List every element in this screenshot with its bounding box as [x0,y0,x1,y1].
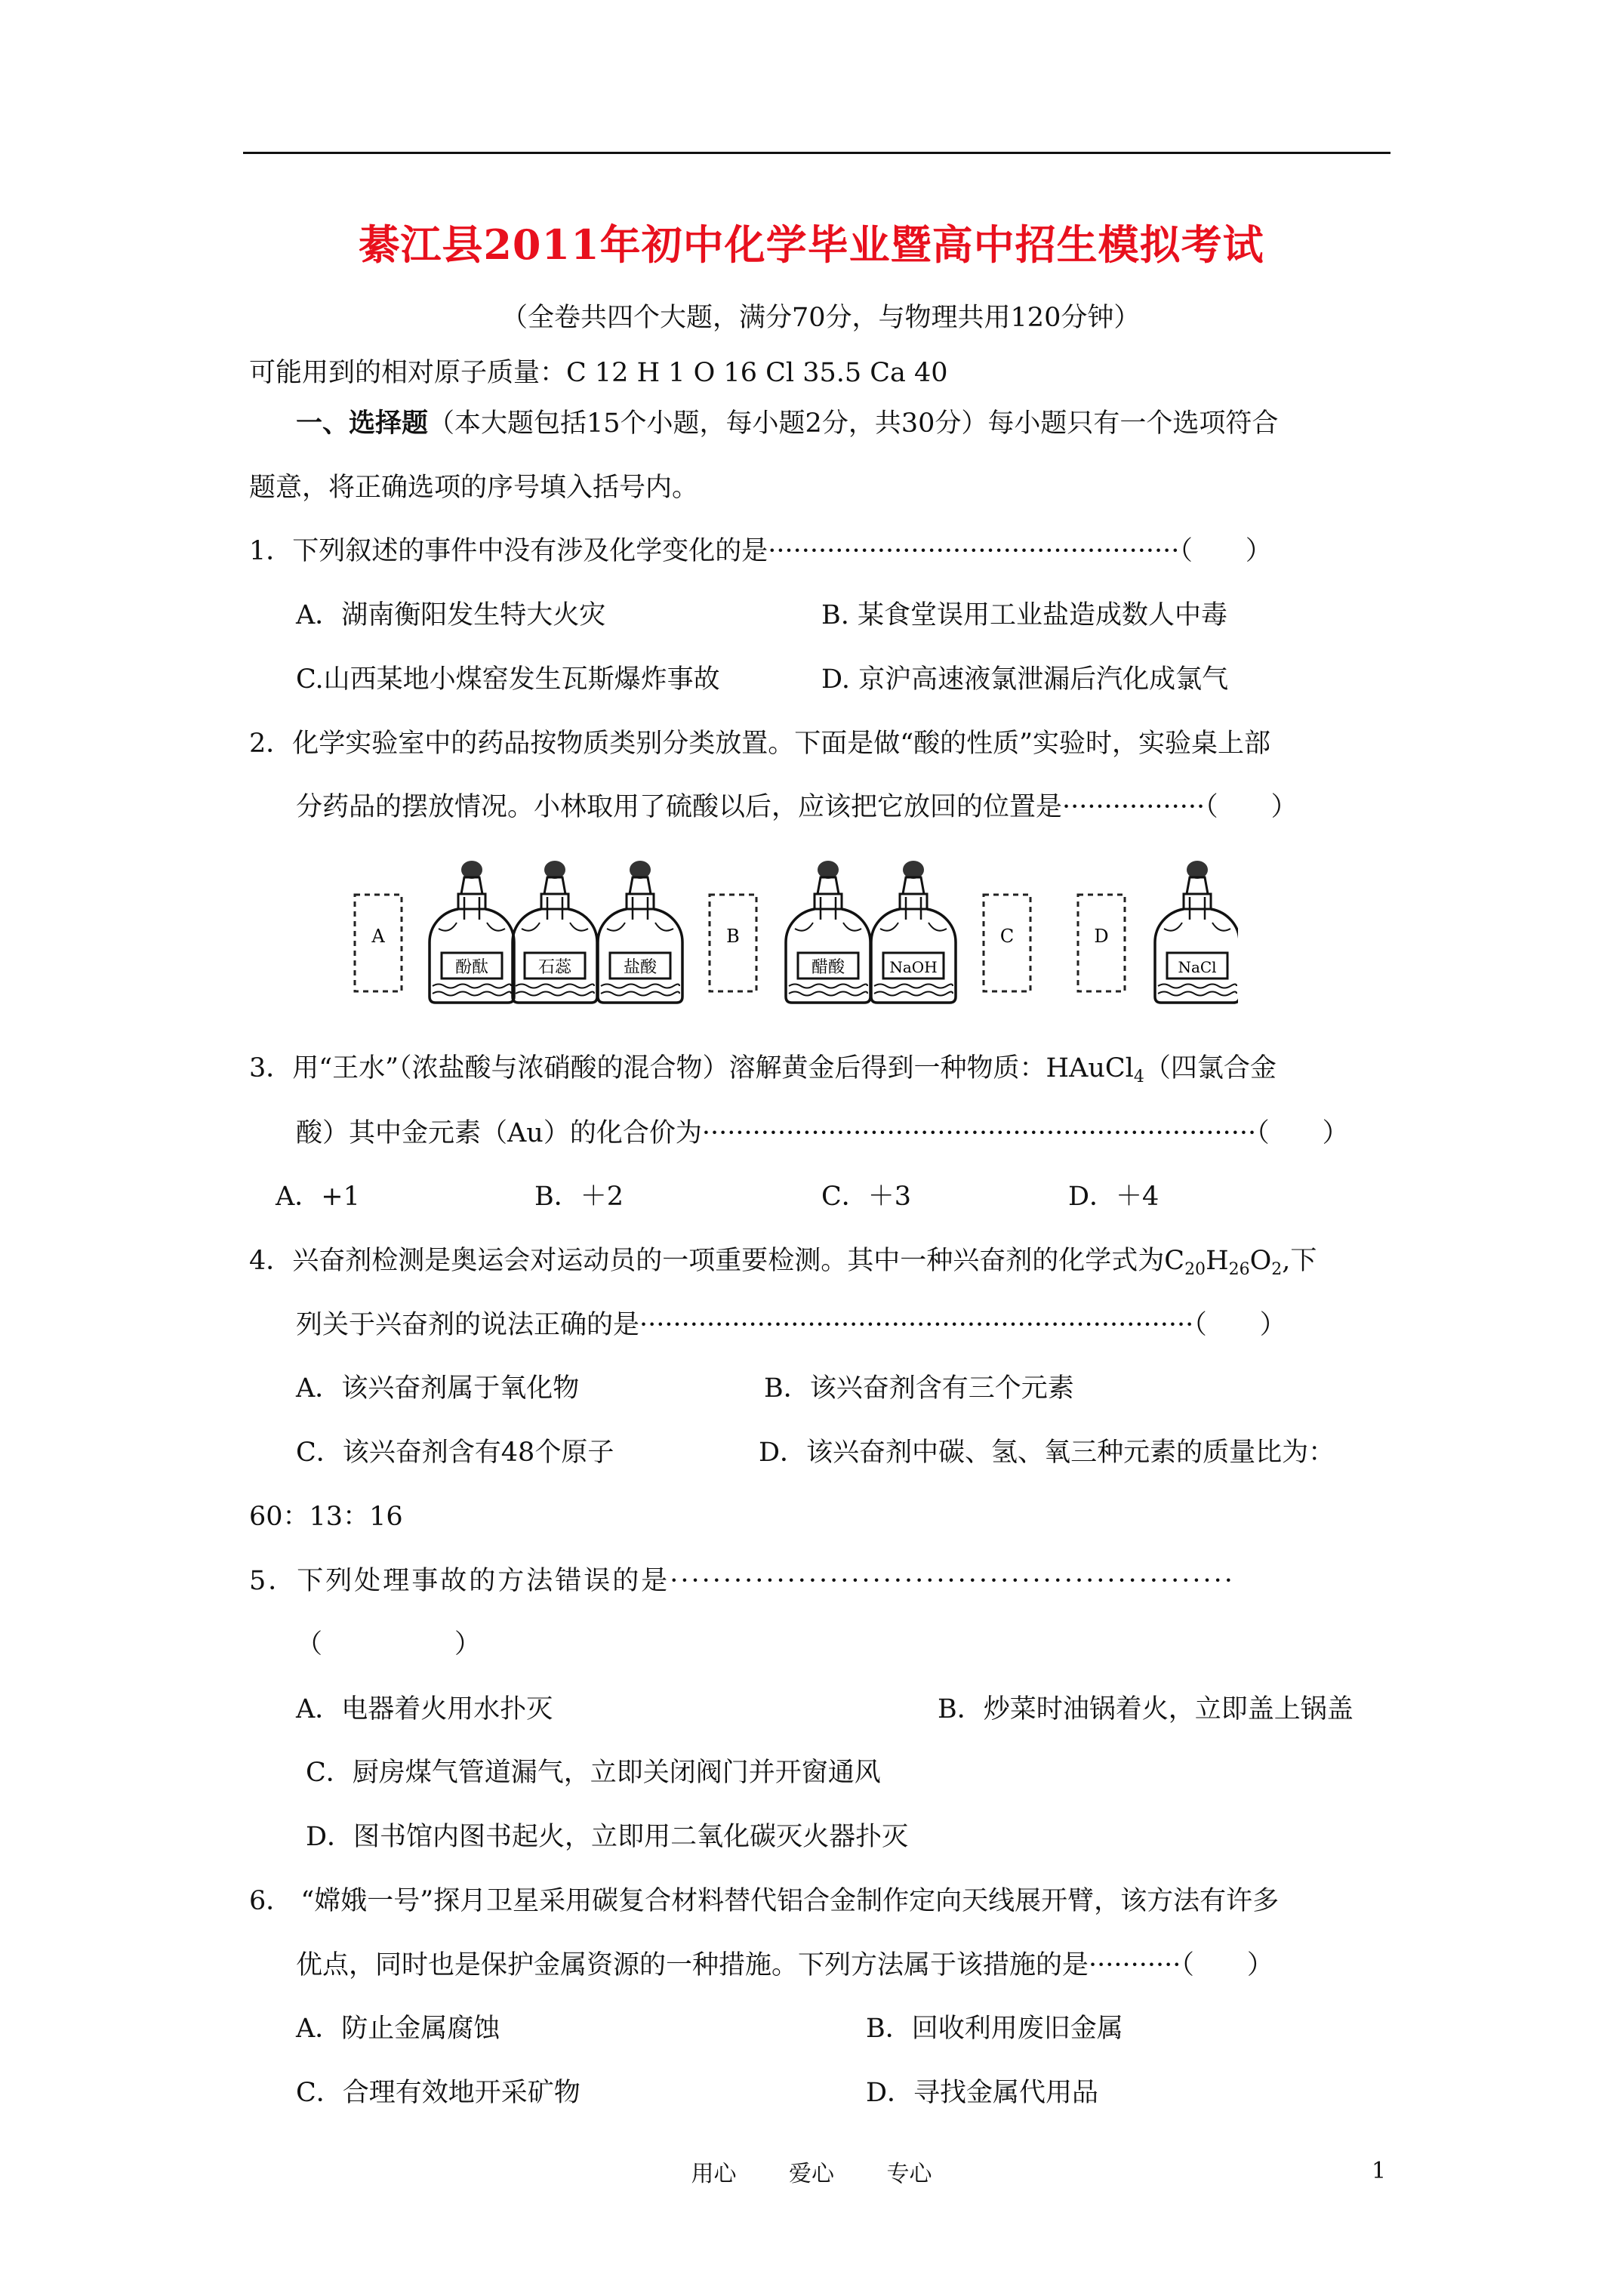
section1-intro [296,410,1278,437]
bottle-nacl [1155,861,1238,1003]
q3-option-c: C．＋3 [821,1182,912,1212]
bottle-label: NaOH [889,958,938,976]
q4-subscript-c: 20 [1184,1260,1206,1279]
q6-stem-line1: 6． “嫦娥一号”探月卫星采用碳复合材料替代铝合金制作定向天线展开臂，该方法有许多 [249,1886,1280,1916]
section1-desc: （本大题包括15个小题，每小题2分，共30分）每小题只有一个选项符合 [428,408,1279,439]
bottle-naoh [871,861,956,1003]
bottle-label: 酚酞 [454,958,489,977]
q1-option-a: A．湖南衡阳发生特大火灾 [296,600,606,630]
q1-stem: 1．下列叙述的事件中没有涉及化学变化的是·················································（ ） [249,536,1272,566]
slot-label: A [371,926,385,947]
q6-stem-line2: 优点，同时也是保护金属资源的一种措施。下列方法属于该措施的是···········（ ） [296,1950,1273,1980]
q4-option-a: A．该兴奋剂属于氧化物 [296,1373,580,1404]
footer-word: 爱心 [789,2161,834,2187]
q4-stem-line1 [249,1248,1317,1278]
q1-option-c: C.山西某地小煤窑发生瓦斯爆炸事故 [296,664,720,695]
q5-option-c: C．厨房煤气管道漏气，立即关闭阀门并开窗通风 [306,1758,881,1788]
footer-word: 专心 [886,2161,932,2187]
bottle-hydrochloric-acid [598,861,682,1003]
q4-subscript-o: 2 [1271,1260,1283,1279]
q5-stem: 5．下列处理事故的方法错误的是····················································· [249,1566,1235,1596]
q3-stem-line2: 酸）其中金元素（Au）的化合价为··································································（ ） [296,1118,1349,1148]
q6-option-a: A．防止金属腐蚀 [296,2014,500,2044]
q6-option-c: C．合理有效地开采矿物 [296,2078,581,2108]
q3-stem-line1 [249,1053,1277,1086]
slot-label: D [1094,926,1109,947]
q2-stem-line2: 分药品的摆放情况。小林取用了硫酸以后，应该把它放回的位置是·················（ ） [296,792,1298,822]
bottle-acetic-acid [786,861,870,1003]
slot-label: C [999,926,1015,947]
q3-stem-text: 3．用“王水”（浓盐酸与浓硝酸的混合物）溶解黄金后得到一种物质：HAuCl [249,1053,1134,1083]
q4-option-c: C．该兴奋剂含有48个原子 [296,1438,614,1468]
q1-option-d: D. 京沪高速液氯泄漏后汽化成氯气 [821,664,1229,695]
q5-option-b: B．炒菜时油锅着火，立即盖上锅盖 [938,1694,1354,1724]
q3-option-d: D．＋4 [1068,1182,1160,1212]
q4-subscript-h: 26 [1228,1260,1250,1279]
page-number: 1 [1372,2158,1387,2184]
bottle-phenolphthalein [430,861,514,1003]
q4-stem-text-end: ,下 [1282,1246,1317,1276]
slot-b [710,895,756,991]
q4-formula-h: H [1206,1246,1229,1276]
q5-option-a: A．电器着火用水扑灭 [296,1694,553,1724]
q3-option-b: B．＋2 [534,1182,624,1212]
exam-subtitle: （全卷共四个大题，满分70分，与物理共用120分钟） [501,303,1141,333]
section1-desc-line2: 题意，将正确选项的序号填入括号内。 [249,473,699,503]
footer-word: 用心 [691,2161,737,2187]
q1-option-b: B. 某食堂误用工业盐造成数人中毒 [821,600,1227,630]
slot-a [355,895,402,991]
reagent-shelf-figure [347,861,1238,1004]
q4-stem-line2: 列关于兴奋剂的说法正确的是··································································（ ） [296,1310,1286,1340]
q6-option-b: B．回收利用废旧金属 [866,2014,1123,2044]
q3-option-a: A．+1 [276,1182,360,1212]
section1-heading: 一、选择题 [296,408,429,439]
q2-stem-line1: 2．化学实验室中的药品按物质类别分类放置。下面是做“酸的性质”实验时，实验桌上部 [249,729,1271,759]
q6-option-d: D．寻找金属代用品 [866,2078,1099,2108]
q4-formula-o: O [1249,1246,1272,1276]
bottle-label: 醋酸 [811,958,845,977]
q4-option-d: D．该兴奋剂中碳、氢、氧三种元素的质量比为： [759,1438,1335,1468]
slot-d [1078,895,1125,991]
bottle-litmus [513,861,597,1003]
bottle-label: 石蕊 [537,958,572,977]
slot-label: B [726,926,740,947]
q4-stem-text: 4．兴奋剂检测是奥运会对运动员的一项重要检测。其中一种兴奋剂的化学式为C [249,1246,1185,1276]
q3-stem-text-end: （四氯合金 [1144,1053,1277,1083]
bottle-label: 盐酸 [623,958,658,977]
q3-subscript: 4 [1133,1068,1144,1086]
q5-answer-bracket: （ ） [296,1629,482,1660]
header-rule [243,152,1390,154]
q4-option-d-continued: 60：13：16 [249,1502,403,1532]
q4-option-b: B．该兴奋剂含有三个元素 [764,1373,1074,1404]
slot-c [984,895,1030,991]
bottle-label: NaCl [1178,958,1217,976]
q5-option-d: D．图书馆内图书起火，立即用二氧化碳灭火器扑灭 [306,1822,909,1852]
exam-title: 綦江县2011年初中化学毕业暨高中招生模拟考试 [359,220,1264,269]
atomic-masses: 可能用到的相对原子质量：C 12 H 1 O 16 Cl 35.5 Ca 40 [249,358,948,388]
